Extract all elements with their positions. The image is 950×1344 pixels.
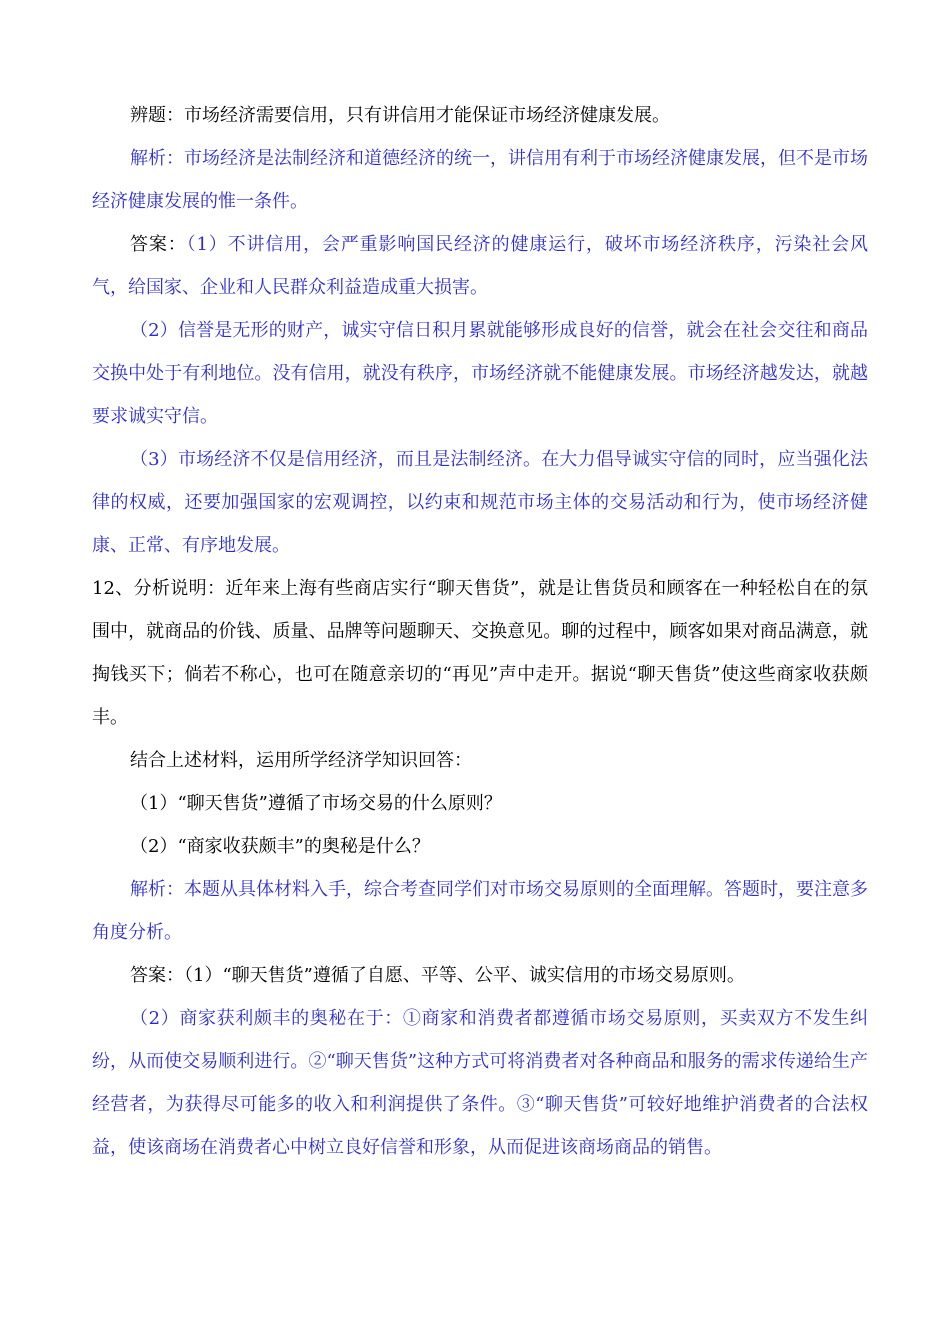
- question-12-prompt: 结合上述材料，运用所学经济学知识回答：: [130, 750, 472, 771]
- analysis-paragraph-1: 解析：市场经济是法制经济和道德经济的统一，讲信用有利于市场经济健康发展，但不是市场经济健康发展的惟一条件。: [92, 148, 868, 212]
- question-12-sub-1: （1）“聊天售货”遵循了市场交易的什么原则？: [130, 793, 502, 814]
- question-12-paragraph: 12、分析说明：近年来上海有些商店实行“聊天售货”，就是让售货员和顾客在一种轻松自在的氛围中，就商品的价钱、质量、品牌等问题聊天、交换意见。聊的过程中，顾客如果对商品满意，就掏钱买下；倘若不称心，也可在随意亲切的“再见”声中走开。据说“聊天售货”使这些商家收获颇丰。: [92, 578, 868, 728]
- answer-2-item-1: （1）“聊天售货”遵循了自愿、平等、公平、诚实信用的市场交易原则。: [184, 965, 745, 986]
- answer-1-item-1: （1）不讲信用，会严重影响国民经济的健康运行，破坏市场经济秩序，污染社会风气，给国家、企业和人民群众利益造成重大损害。: [92, 234, 869, 298]
- analysis-paragraph-2: [92, 868, 868, 954]
- document-body: [92, 94, 868, 1169]
- question-12-sub-2: （2）“商家收获颇丰”的奥秘是什么？: [130, 836, 430, 857]
- bianti-paragraph: 辨题：市场经济需要信用，只有讲信用才能保证市场经济健康发展。: [130, 105, 670, 126]
- answer-label-2: 答案：: [130, 965, 184, 986]
- analysis-2-text: 解析：本题从具体材料入手，综合考查同学们对市场交易原则的全面理解。答题时，要注意多角度分析。: [92, 879, 868, 943]
- answer-2-item-2: （2）商家获利颇丰的奥秘在于：①商家和消费者都遵循市场交易原则，买卖双方不发生纠纷，从而使交易顺利进行。②“聊天售货”这种方式可将消费者对各种商品和服务的需求传递给生产经营者，为获得尽可能多的收入和利润提供了条件。③“聊天售货”可较好地维护消费者的合法权益，使该商场在消费者心中树立良好信誉和形象，从而促进该商场商品的销售。: [92, 1008, 868, 1158]
- answer-1-item-3: （3）市场经济不仅是信用经济，而且是法制经济。在大力倡导诚实守信的同时，应当强化法律的权威，还要加强国家的宏观调控，以约束和规范市场主体的交易活动和行为，使市场经济健康、正常、有序地发展。: [92, 449, 868, 556]
- answer-label-1: 答案：: [130, 234, 187, 255]
- answer-paragraph-2: [92, 954, 868, 997]
- answer-1-item-2: （2）信誉是无形的财产，诚实守信日积月累就能够形成良好的信誉，就会在社会交往和商品交换中处于有利地位。没有信用，就没有秩序，市场经济就不能健康发展。市场经济越发达，就越要求诚实守信。: [92, 320, 868, 427]
- answer-paragraph-1: [92, 223, 868, 309]
